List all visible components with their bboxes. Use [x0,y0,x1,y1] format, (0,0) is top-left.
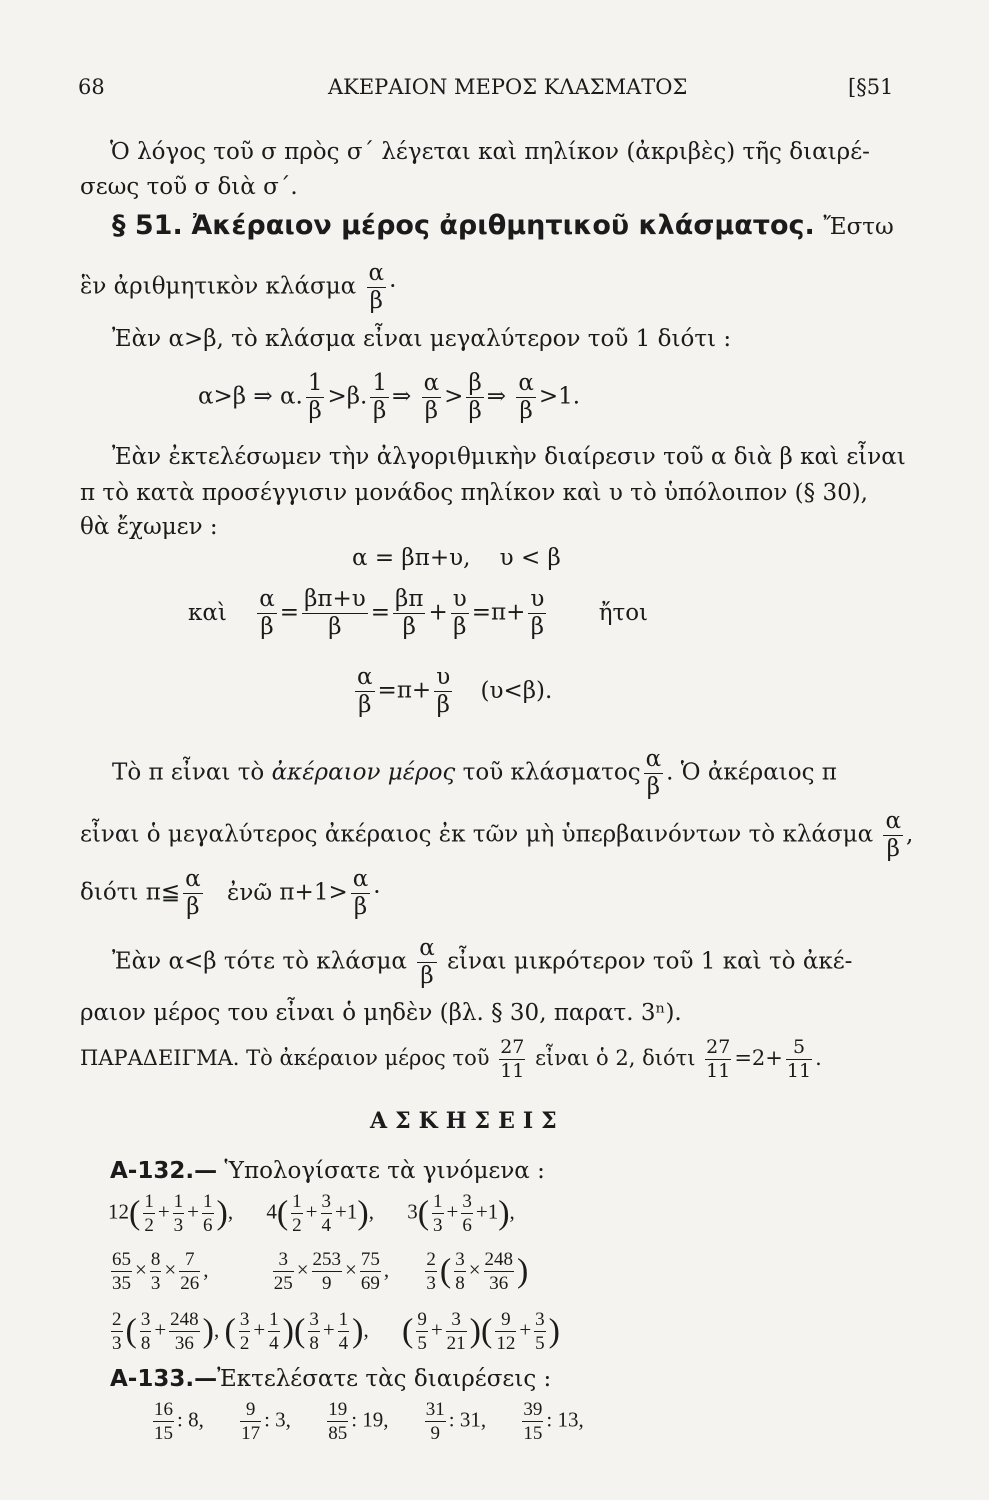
eno-word: ἐνῶ [227,879,273,906]
a133-line [110,1364,551,1394]
example-line: ΠΑΡΑΔΕΙΓΜΑ. Τὸ ἀκέραιον μέρος τοῦ $\frac{27}{11}$ εἶναι ὁ 2, διότι $\frac{27}{11}$ =2+ $\frac{5}{11}$ . [80,1036,822,1082]
fraction-intro-line: ἓν ἀριθμητικὸν κλάσμα $\frac{\alpha}{\beta}$ · [80,260,397,314]
section-reference: [§51 [848,75,894,99]
section-title: Ἀκέραιον μέρος ἀριθμητικοῦ κλάσματος. [191,210,815,241]
inequality-chain: α>β ⇒ α. $\frac{1}{\beta}$ >β. $\frac{1}{\beta}$ ⇒ $\frac{\alpha}{\beta}$ > $\frac{\beta}{\beta}$ ⇒ $\frac{\alpha}{\beta}$ >1. [198,370,581,424]
a132-line [110,1156,545,1186]
example-text-b: εἶναι ὁ 2, διότι [535,1046,696,1070]
less-text-b: εἶναι μικρότερον τοῦ 1 καὶ τὸ ἀκέ- [447,948,853,975]
integer-text-d: . Ὁ ἀκέραιος π [666,759,837,786]
less-line-1 [112,937,852,988]
division-line-3: θὰ ἔχωμεν : [80,514,218,540]
integer-text-c: τοῦ κλάσματος [462,759,641,786]
fraction-alpha-beta: $\frac{\alpha}{\beta}$ [419,935,435,989]
a133-label: Α-133.— [110,1366,218,1392]
fraction-alpha-beta: $\frac{\alpha}{\beta}$ [885,808,901,862]
greater-line: Ἐὰν α>β, τὸ κλάσμα εἶναι μεγαλύτερον τοῦ 1 διότι : [112,326,732,352]
section-heading [112,211,894,242]
a132-text: Ὑπολογίσατε τὰ γινόμενα : [224,1158,545,1184]
integer-text-a: Τὸ π εἶναι τὸ [112,759,265,786]
example-label: ΠΑΡΑΔΕΙΓΜΑ. [80,1046,240,1070]
division-line-1: Ἐὰν ἐκτελέσωμεν τὴν ἀλγοριθμικὴν διαίρεσιν τοῦ α διὰ β καὶ εἶναι [112,444,906,470]
kai-word: καὶ [188,599,227,626]
intro-line-1: Ὁ λόγος τοῦ σ πρὸς σ΄ λέγεται καὶ πηλίκον (ἀκριβὲς) τῆς διαιρέ- [110,139,870,165]
fraction-alpha-beta: $\frac{\alpha}{\beta}$ [645,746,662,800]
less-text-a: Ἐὰν α<β τότε τὸ κλάσμα [112,948,407,975]
integer-line-2: εἶναι ὁ μεγαλύτερος ἀκέραιος ἐκ τῶν μὴ ὑπερβαινόντων τὸ κλάσμα $\frac{\alpha}{\beta}$ , [80,808,914,862]
running-title: ΑΚΕΡΑΙΟΝ ΜΕΡΟΣ ΚΛΑΣΜΑΤΟΣ [328,75,688,99]
exercises-heading: ΑΣΚΗΣΕΙΣ [370,1108,565,1134]
integer-text-2: εἶναι ὁ μεγαλύτερος ἀκέραιος ἐκ τῶν μὴ ὑπερβαινόντων τὸ κλάσμα [80,821,874,848]
a132-row-3: $\frac{2}{3}$ ( $\frac{3}{8}$ + $\frac{248}{36}$ ), ( $\frac{3}{2}$ + $\frac{1}{4}$ )( $\frac{3}{8}$ + $\frac{1}{4}$ ), ( $\frac{9}{5}$ + $\frac{3}{21}$ )( $\frac{9}{12}$ + $\frac{3}{5}$ ) [112,1309,560,1354]
integer-part-term: ἀκέραιον μέρος [271,759,456,786]
a132-label: Α-132.— [110,1158,218,1184]
page-number: 68 [78,75,105,99]
equation-chain: καὶ $\frac{\alpha}{\beta}$ = $\frac{\beta\pi+\upsilon}{\beta}$ = $\frac{\beta\pi}{\beta}$ + $\frac{\upsilon}{\beta}$ =π+ $\frac{\upsilon}{\beta}$ ἤτοι [188,586,649,640]
a132-row-1: 12( $\frac{1}{2}$ + $\frac{1}{3}$ + $\frac{1}{6}$ ), 4( $\frac{1}{2}$ + $\frac{3}{4}$ +1), 3( $\frac{1}{3}$ + $\frac{3}{6}$ +1), [108,1191,515,1236]
intro-line-2: σεως τοῦ σ διὰ σ΄. [80,174,298,200]
a132-row-2: $\frac{65}{35}$ × $\frac{8}{3}$ × $\frac{7}{26}$ , $\frac{3}{25}$ × $\frac{253}{9}$ × $\frac{75}{69}$ , $\frac{2}{3}$ ( $\frac{3}{8}$ × $\frac{248}{36}$ ) [112,1249,529,1294]
section-number: § 51. [112,210,183,241]
itoi-word: ἤτοι [598,599,649,626]
section-lead: Ἔστω [823,214,894,240]
integer-line-3: διότι π≦ $\frac{\alpha}{\beta}$ ἐνῶ π+1> $\frac{\alpha}{\beta}$ · [80,866,381,920]
dioti-word: διότι [80,879,139,906]
a133-row: $\frac{16}{15}$ : 8, $\frac{9}{17}$ : 3, $\frac{19}{85}$ : 19, $\frac{31}{9}$ : 31, $\frac{39}{15}$ : 13, [154,1399,584,1444]
fraction-intro-text: ἓν ἀριθμητικὸν κλάσμα [80,273,357,300]
example-text-a: Τὸ ἀκέραιον μέρος τοῦ [246,1046,490,1070]
fraction-alpha-beta: $\frac{\alpha}{\beta}$ [368,260,385,314]
result-equation: $\frac{\alpha}{\beta}$ =π+ $\frac{\upsilon}{\beta}$ (υ<β). [357,664,553,718]
division-line-2: π τὸ κατὰ προσέγγισιν μονάδος πηλίκον καὶ υ τὸ ὑπόλοιπον (§ 30), [80,480,868,506]
less-line-2: ραιον μέρος του εἶναι ὁ μηδὲν (βλ. § 30, παρατ. 3ⁿ). [80,1000,682,1026]
integer-line-1 [112,748,837,799]
a133-text: Ἐκτελέσατε τὰς διαιρέσεις : [217,1366,552,1392]
condition: (υ<β). [480,677,553,704]
main-equation: α = βπ+υ, υ < β [352,545,561,571]
